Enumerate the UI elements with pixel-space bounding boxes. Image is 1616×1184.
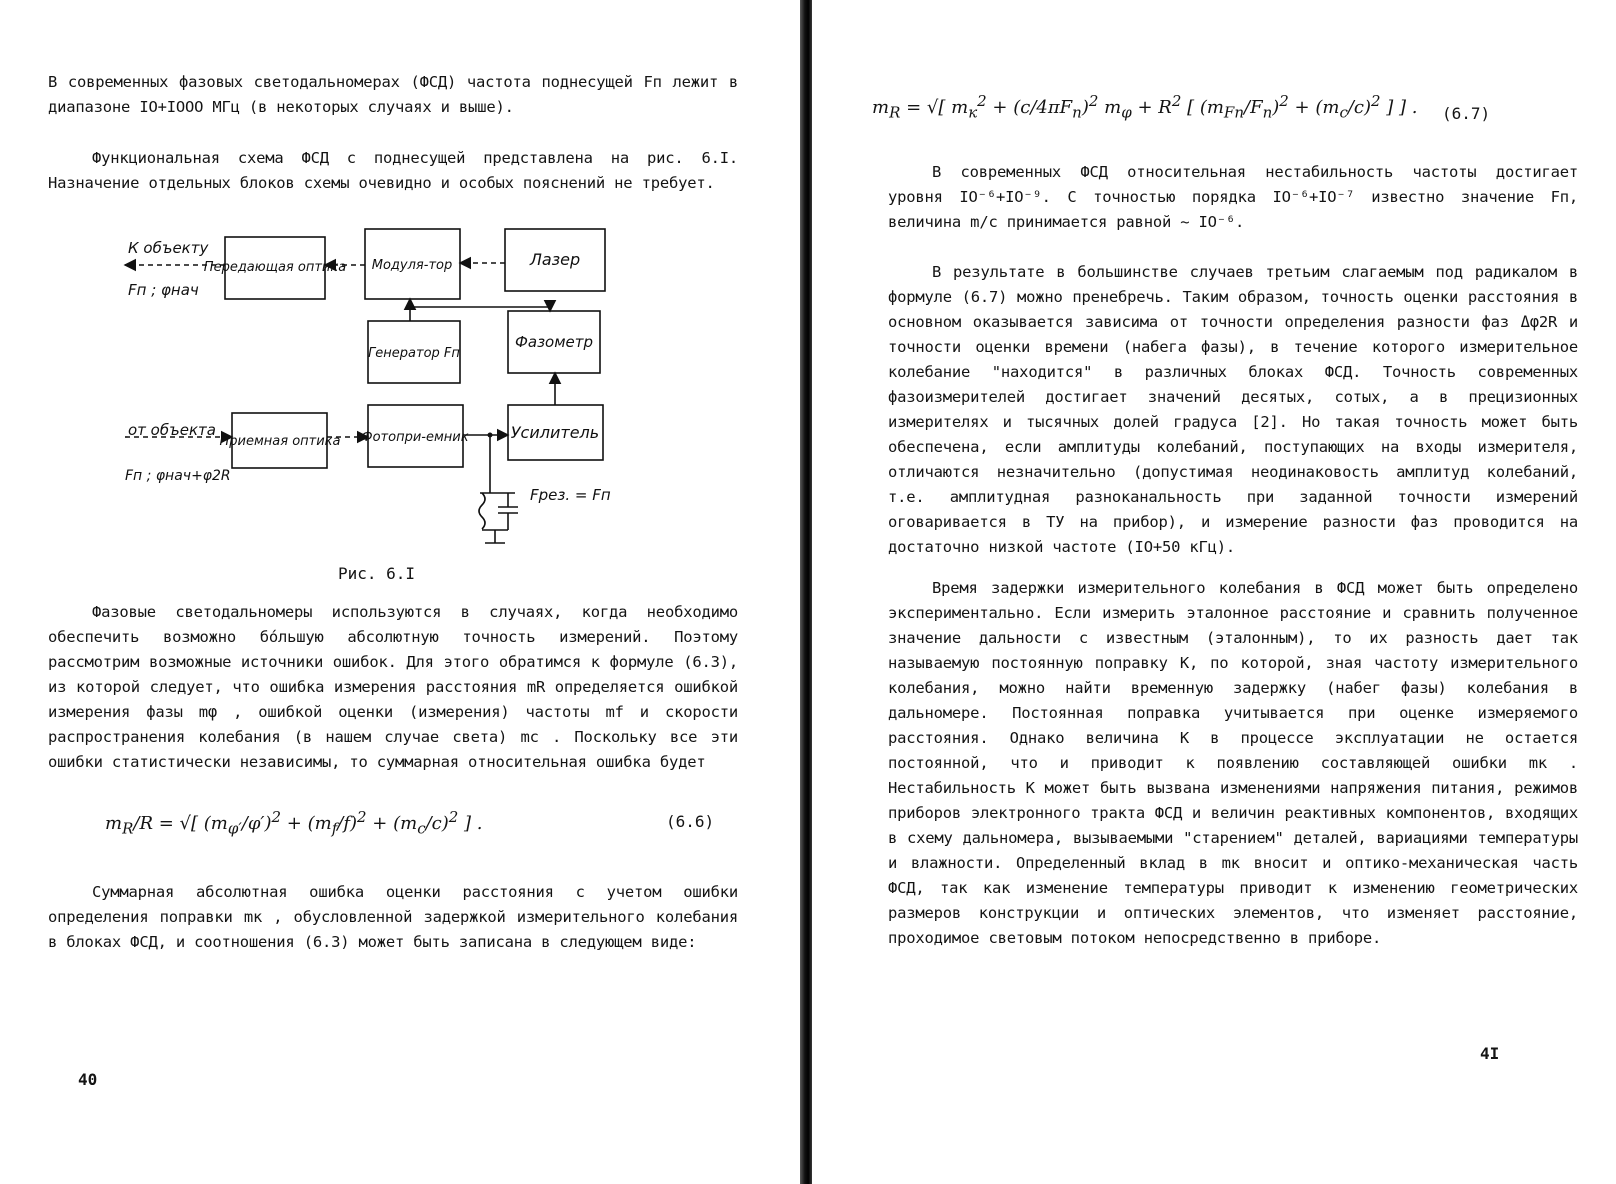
right-paragraph-2: В результате в большинстве случаев третьим слагаемым под радикалом в формуле (6.7) можно пренебречь. Таким образом, точность оценки расстояния в основном оказывается зависима от точности определения разности фаз Δφ2R и точности оценки времени (набега фазы), в течение которого измерительное колебание "находится" в различных блоках ФСД. Точность современных фазоизмерителей достигает значений десятых, сотых, а в прецизионных измерителях и тысячных долей градуса [2]. Но такая точность может быть обеспечена, если амплитуды колебаний, поступающих на входы измерителя, отличаются незначительно (допустимая неодинаковость амплитуд колебаний, т.е. амплитудная разноканальность при заданной точности измерений оговаривается в ТУ на прибор), и измерение разности фаз проводится на достаточно низкой частоте (IO+50 кГц). [888, 263, 1578, 556]
label-transmit-optics: Передающая оптика [203, 260, 347, 275]
equation-6-7-number: (6.7) [1442, 104, 1491, 123]
label-phasemeter: Фазометр [514, 333, 594, 351]
label-laser: Лазер [529, 250, 581, 269]
label-to-object-params: Fп ; φнач [128, 281, 199, 299]
equation-6-6: $m_R/R$ = √[ $(m_{\varphi'}/\varphi')^2 + (m_f/f)^2 + (m_c/c)^2$ ] . [105, 808, 483, 838]
figure-caption: Рис. 6.I [338, 564, 416, 583]
right-paragraph-1: В современных ФСД относительная нестабильность частоты достигает уровня IO⁻⁶+IO⁻⁹. С точностью порядка IO⁻⁶+IO⁻⁷ известно значение Fп, величина m/c принимается равной ~ IO⁻⁶. [888, 163, 1578, 231]
equation-6-6-number: (6.6) [666, 812, 715, 831]
label-resonance: Fрез. = Fп [530, 486, 611, 504]
book-gutter [800, 0, 812, 1184]
left-paragraph-4: Суммарная абсолютная ошибка оценки расстояния с учетом ошибки определения поправки mк , обусловленной задержкой измерительного колебания в блоках ФСД, и соотношения (6.3) может быть записана в следующем виде: [48, 883, 738, 951]
label-generator: Генератор Fп [368, 346, 460, 361]
block-diagram [110, 225, 630, 555]
left-paragraph-3: Фазовые светодальномеры используются в случаях, когда необходимо обеспечить возможно бо́льшую абсолютную точность измерений. Поэтому рассмотрим возможные источники ошибок. Для этого обратимся к формуле (6.3), из которой следует, что ошибка измерения расстояния mR определяется ошибкой измерения фазы mφ , ошибкой оценки (измерения) частоты mf и скорости распространения колебания (в нашем случае света) mc . Поскольку все эти ошибки статистически независимы, то суммарная относительная ошибка будет [48, 603, 738, 771]
label-modulator: Модуля-тор [371, 258, 453, 273]
page-number-left: 40 [78, 1070, 98, 1089]
label-receive-optics: Приемная оптика [219, 434, 341, 449]
left-paragraph-1: В современных фазовых светодальномерах (ФСД) частота поднесущей Fп лежит в диапазоне IO+IOOO МГц (в некоторых случаях и выше). [48, 73, 738, 116]
left-page [0, 0, 800, 1184]
right-page [812, 0, 1616, 1184]
right-paragraph-3: Время задержки измерительного колебания в ФСД может быть определено экспериментально. Если измерить эталонное расстояние и сравнить полученное значение дальности с известным (эталонным), то их разность дает так называемую постоянную поправку К, по которой, зная частоту измерительного колебания, можно найти временную задержку (набег фазы) колебания в дальномере. Постоянная поправка учитывается при оценке измеряемого расстояния. Однако величина К в процессе эксплуатации не остается постоянной, что и приводит к появлению составляющей ошибки mк . Нестабильность К может быть вызвана изменениями напряжения питания, режимов приборов электронного тракта ФСД и величин реактивных компонентов, входящих в схему дальномера, вызываемыми "старением" деталей, вариациями температуры и влажности. Определенный вклад в mк вносит и оптико-механическая часть ФСД, так как изменение температуры приводит к изменению геометрических размеров конструкции и оптических элементов, что изменяет расстояние, проходимое световым потоком непосредственно в приборе. [888, 579, 1578, 947]
label-photoreceiver: Фотопри-емник [361, 430, 469, 445]
label-from-object: от объекта [128, 421, 216, 439]
left-paragraph-2: Функциональная схема ФСД с поднесущей представлена на рис. 6.I. Назначение отдельных блоков схемы очевидно и особых пояснений не требует. [48, 149, 738, 192]
page-number-right: 4I [1480, 1044, 1500, 1063]
label-from-object-params: Fп ; φнач+φ2R [125, 468, 231, 484]
label-amplifier: Усилитель [510, 423, 600, 442]
equation-6-7: $m_R$ = √[ $m_к^2 + (c/4\pi F_п)^2$ $m_\varphi + R^2$ [ $(m_{Fп}/F_п)^2 + (m_c/c)^2$ ] ] . [872, 92, 1418, 122]
label-to-object: К объекту [128, 239, 209, 257]
